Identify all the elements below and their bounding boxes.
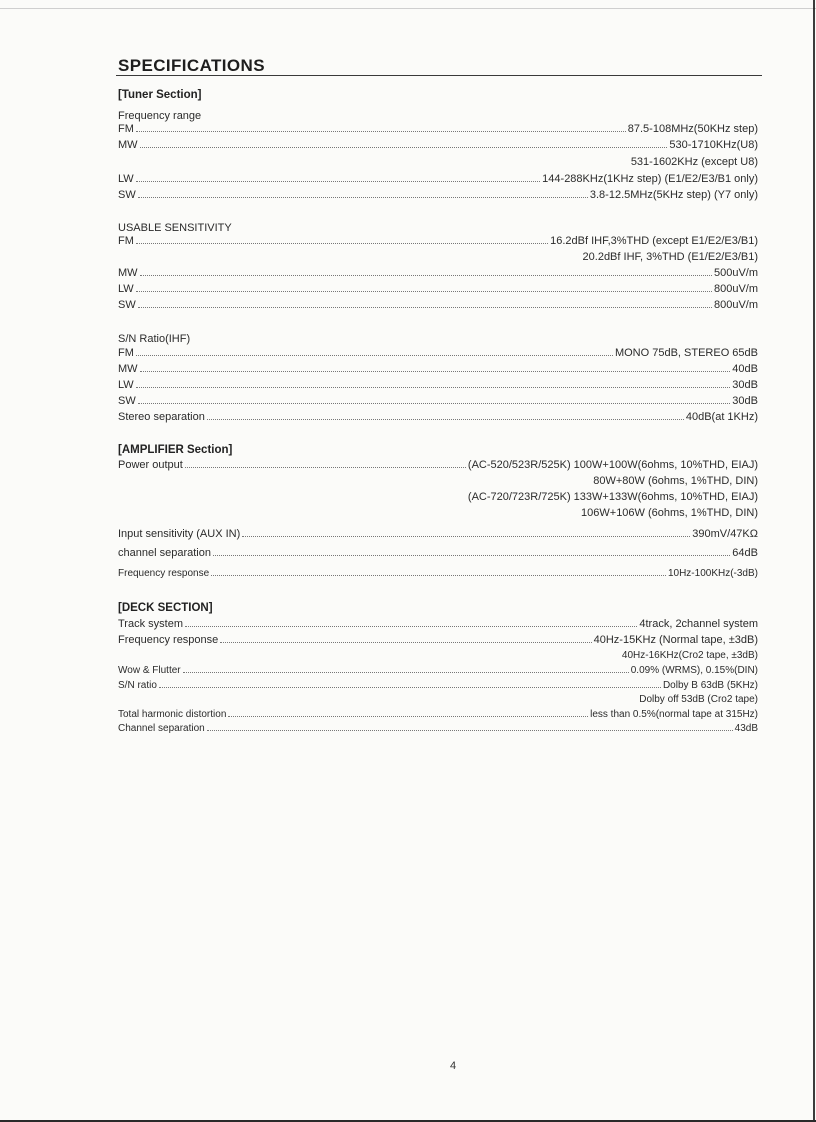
spec-row-mw-sensitivity (118, 266, 758, 280)
leader-dots (183, 672, 629, 673)
spec-label: LW (118, 379, 134, 391)
spec-label: Power output (118, 459, 183, 471)
spec-value: 0.09% (WRMS), 0.15%(DIN) (630, 665, 758, 676)
spec-value: 500uV/m (713, 267, 758, 279)
page-title: SPECIFICATIONS (118, 56, 265, 75)
spec-label: channel separation (118, 547, 211, 559)
spec-label: Frequency response (118, 634, 219, 646)
leader-dots (220, 642, 591, 643)
spec-value: 144-288KHz(1KHz step) (E1/E2/E3/B1 only) (542, 173, 758, 185)
spec-row-fm-sensitivity (118, 234, 758, 248)
spec-value: less than 0.5%(normal tape at 315Hz) (590, 709, 758, 720)
spec-label: FM (118, 347, 134, 359)
spec-label: Track system (118, 618, 183, 630)
amplifier-section-heading: [AMPLIFIER Section] (118, 444, 233, 456)
spec-row-sw-frequency (118, 188, 758, 202)
spec-row-lw-sn (118, 378, 758, 392)
spec-value: 3.8-12.5MHz(5KHz step) (Y7 only) (589, 189, 758, 201)
spec-row-channel-separation (118, 546, 758, 560)
title-divider (116, 75, 762, 76)
spec-row-thd (118, 708, 758, 722)
spec-label: S/N ratio (118, 680, 157, 691)
spec-row-mw-sn (118, 362, 758, 376)
leader-dots (213, 555, 730, 556)
spec-label: Stereo separation (118, 411, 205, 423)
spec-value: 800uV/m (713, 299, 758, 311)
spec-label: Total harmonic distortion (118, 709, 227, 720)
leader-dots (136, 291, 712, 292)
spec-row-lw-frequency (118, 172, 758, 186)
leader-dots (211, 575, 666, 576)
spec-label: MW (118, 267, 138, 279)
spec-row-amp-frequency-response (118, 567, 758, 581)
spec-label: LW (118, 283, 134, 295)
usable-sensitivity-heading: USABLE SENSITIVITY (118, 222, 232, 234)
spec-row-wow-flutter (118, 664, 758, 678)
tuner-section-heading: [Tuner Section] (118, 89, 202, 101)
spec-value-continuation: (AC-720/723R/725K) 133W+133W(6ohms, 10%THD, EIAJ) (467, 491, 758, 503)
spec-label: MW (118, 363, 138, 375)
spec-row-sw-sn (118, 394, 758, 408)
spec-value-continuation: 106W+106W (6ohms, 1%THD, DIN) (581, 507, 758, 519)
spec-row-track-system (118, 617, 758, 631)
scan-edge-top (0, 8, 816, 9)
spec-row-deck-channel-separation (118, 722, 758, 736)
frequency-range-label: Frequency range (118, 110, 202, 122)
spec-value: 87.5-108MHz(50KHz step) (627, 123, 758, 135)
sn-ratio-heading: S/N Ratio(IHF) (118, 333, 191, 345)
deck-section-heading: [DECK SECTION] (118, 602, 213, 614)
spec-label: Wow & Flutter (118, 665, 181, 676)
scan-edge-right (813, 0, 815, 1122)
spec-label: LW (118, 173, 134, 185)
spec-value-continuation: 80W+80W (6ohms, 1%THD, DIN) (593, 475, 758, 487)
spec-value: 64dB (732, 547, 758, 559)
spec-row-input-sensitivity (118, 527, 758, 541)
spec-label: SW (118, 299, 136, 311)
leader-dots (207, 730, 733, 731)
spec-row-sw-sensitivity (118, 298, 758, 312)
spec-label: FM (118, 123, 134, 135)
leader-dots (159, 687, 661, 688)
spec-label: SW (118, 395, 136, 407)
spec-row-stereo-separation (118, 410, 758, 424)
spec-row-mw-frequency (118, 138, 758, 152)
leader-dots (185, 626, 637, 627)
leader-dots (138, 197, 588, 198)
page-number: 4 (450, 1060, 457, 1072)
spec-value: 30dB (732, 379, 758, 391)
leader-dots (140, 275, 712, 276)
spec-value-continuation: Dolby off 53dB (Cro2 tape) (639, 694, 758, 705)
spec-label: SW (118, 189, 136, 201)
spec-label: Frequency response (118, 568, 210, 579)
spec-value: 40dB (732, 363, 758, 375)
spec-value: 530-1710KHz(U8) (669, 139, 758, 151)
spec-label: FM (118, 235, 134, 247)
spec-value: 10Hz-100KHz(-3dB) (667, 568, 758, 579)
spec-value: 800uV/m (713, 283, 758, 295)
spec-value: 43dB (734, 723, 758, 734)
spec-value: Dolby B 63dB (5KHz) (662, 680, 758, 691)
spec-row-power-output (118, 458, 758, 472)
spec-value: 30dB (732, 395, 758, 407)
spec-row-lw-sensitivity (118, 282, 758, 296)
spec-value: MONO 75dB, STEREO 65dB (614, 347, 758, 359)
spec-value: 4track, 2channel system (639, 618, 758, 630)
leader-dots (185, 467, 466, 468)
spec-value-continuation: 40Hz-16KHz(Cro2 tape, ±3dB) (621, 650, 758, 661)
spec-value: 40dB(at 1KHz) (685, 411, 758, 423)
spec-label: Input sensitivity (AUX IN) (118, 528, 241, 540)
leader-dots (138, 403, 731, 404)
leader-dots (138, 307, 712, 308)
spec-value: 16.2dBf IHF,3%THD (except E1/E2/E3/B1) (550, 235, 758, 247)
leader-dots (136, 355, 613, 356)
leader-dots (140, 147, 668, 148)
leader-dots (136, 243, 548, 244)
leader-dots (136, 131, 626, 132)
spec-row-fm-frequency (118, 122, 758, 136)
spec-label: Channel separation (118, 723, 205, 734)
leader-dots (207, 419, 684, 420)
spec-label: MW (118, 139, 138, 151)
leader-dots (136, 387, 731, 388)
spec-value: (AC-520/523R/525K) 100W+100W(6ohms, 10%THD, EIAJ) (467, 459, 758, 471)
leader-dots (140, 371, 731, 372)
spec-row-deck-frequency-response (118, 633, 758, 647)
spec-value: 390mV/47KΩ (692, 528, 758, 540)
spec-row-fm-sn (118, 346, 758, 360)
spec-value: 40Hz-15KHz (Normal tape, ±3dB) (593, 634, 758, 646)
spec-value-continuation: 531-1602KHz (except U8) (630, 156, 758, 168)
leader-dots (242, 536, 690, 537)
spec-row-deck-sn-ratio (118, 679, 758, 693)
spec-value-continuation: 20.2dBf IHF, 3%THD (E1/E2/E3/B1) (582, 251, 758, 263)
leader-dots (228, 716, 588, 717)
leader-dots (136, 181, 540, 182)
